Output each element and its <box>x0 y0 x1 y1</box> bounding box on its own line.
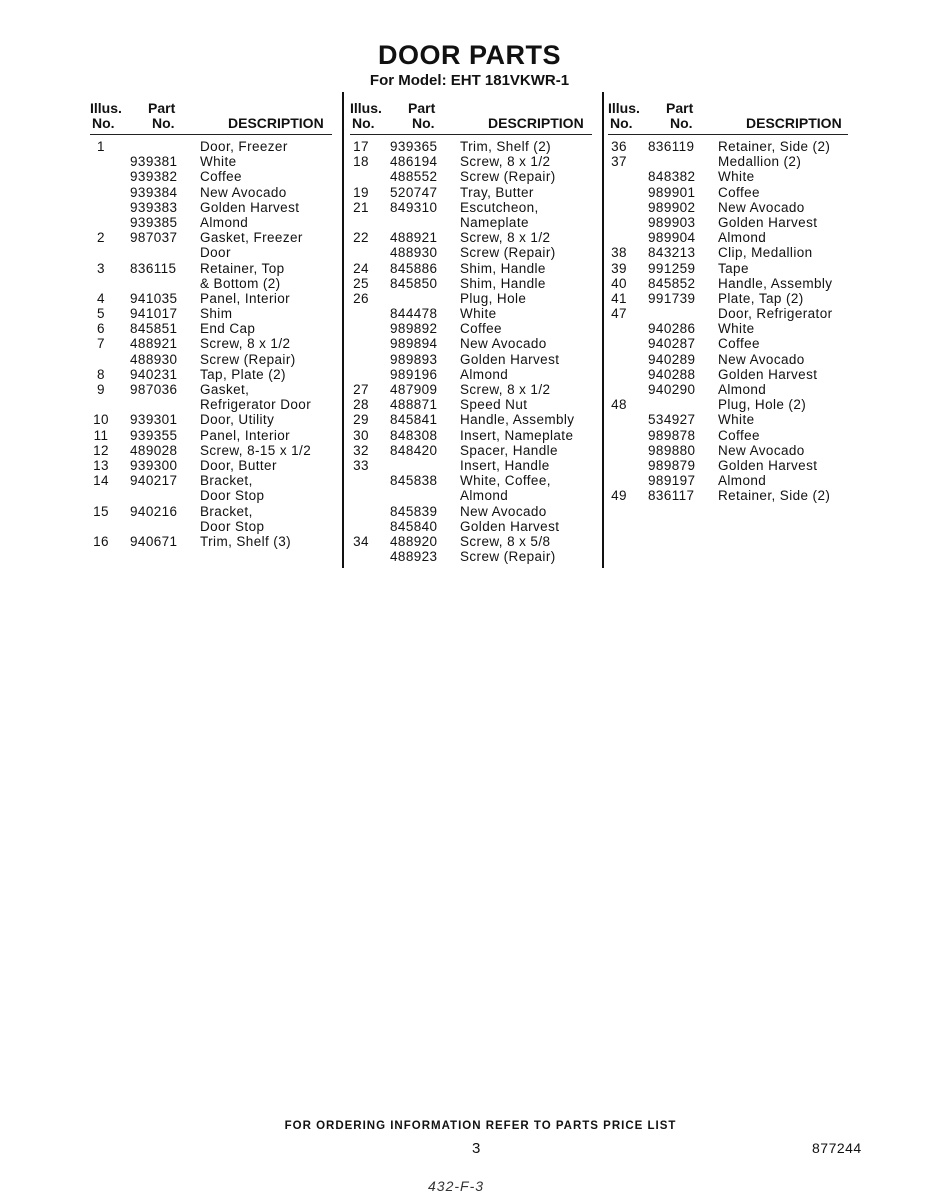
description: Panel, Interior <box>200 290 291 306</box>
description: Golden Harvest <box>718 366 818 382</box>
description: Coffee <box>200 169 242 185</box>
table-row <box>350 367 592 382</box>
header-part-no: No. <box>152 115 175 131</box>
description: Gasket, Freezer <box>200 230 303 246</box>
ordering-footer: FOR ORDERING INFORMATION REFER TO PARTS PRICE LIST <box>284 1120 677 1132</box>
description: Coffee <box>718 336 760 352</box>
description: Trim, Shelf (3) <box>200 533 292 549</box>
description: Screw, 8 x 1/2 <box>200 336 291 352</box>
description: Screw (Repair) <box>200 351 296 367</box>
description: Trim, Shelf (2) <box>460 139 552 154</box>
part-no: 488921 <box>390 230 438 246</box>
part-no: 836117 <box>648 488 695 504</box>
description: Escutcheon, <box>460 199 539 215</box>
table-row <box>350 215 592 230</box>
description: Golden Harvest <box>718 214 818 230</box>
illus-no: 49 <box>611 488 627 504</box>
part-no: 848382 <box>648 169 696 185</box>
table-row <box>608 139 848 154</box>
illus-no: 11 <box>93 427 109 443</box>
table-row <box>90 367 332 382</box>
description: Medallion (2) <box>718 154 802 170</box>
header-part: Part <box>408 100 436 116</box>
table-row <box>608 397 848 412</box>
header-illus-no: No. <box>92 115 115 131</box>
illus-no: 39 <box>611 260 627 276</box>
description: Refrigerator Door <box>200 397 312 413</box>
description: Golden Harvest <box>200 199 300 215</box>
illus-no: 12 <box>93 442 109 458</box>
description: Almond <box>718 230 767 246</box>
illus-no: 25 <box>353 275 369 291</box>
parts-column-2 <box>350 98 592 564</box>
part-no: 989893 <box>390 351 438 367</box>
part-no: 987037 <box>130 230 178 246</box>
part-no: 940288 <box>648 366 696 382</box>
part-no: 940216 <box>130 503 178 519</box>
table-row <box>350 276 592 291</box>
part-no: 989904 <box>648 230 696 246</box>
table-row <box>90 519 332 534</box>
header-description: DESCRIPTION <box>228 115 324 131</box>
part-no: 848420 <box>390 442 438 458</box>
part-no: 989879 <box>648 457 696 473</box>
table-row <box>90 443 332 458</box>
illus-no: 21 <box>353 199 369 215</box>
page-number: 3 <box>472 1140 481 1157</box>
description: Door, Freezer <box>200 139 288 154</box>
header-illus: Illus. <box>350 100 382 116</box>
description: Screw, 8 x 1/2 <box>460 154 551 170</box>
part-no: 844478 <box>390 306 438 322</box>
description: Screw, 8 x 1/2 <box>460 230 551 246</box>
part-no: 486194 <box>390 154 438 170</box>
description: Almond <box>718 382 767 397</box>
illus-no: 18 <box>353 154 369 170</box>
part-no: 940286 <box>648 321 696 337</box>
description: White, Coffee, <box>460 473 551 489</box>
illus-no: 9 <box>97 382 105 397</box>
table-row <box>350 154 592 169</box>
part-no: 488552 <box>390 169 438 185</box>
part-no: 845838 <box>390 473 438 489</box>
part-no: 939385 <box>130 214 178 230</box>
table-row <box>90 504 332 519</box>
illus-no: 48 <box>611 397 627 413</box>
description: Speed Nut <box>460 397 528 413</box>
table-row <box>608 306 848 321</box>
table-row <box>90 200 332 215</box>
description: Screw, 8 x 1/2 <box>460 382 551 397</box>
part-no: 940289 <box>648 351 696 367</box>
illus-no: 13 <box>93 457 109 473</box>
illus-no: 2 <box>97 230 105 246</box>
part-no: 488930 <box>390 245 438 261</box>
description: & Bottom (2) <box>200 275 281 291</box>
part-no: 845840 <box>390 518 438 534</box>
table-row <box>350 200 592 215</box>
part-no: 939382 <box>130 169 178 185</box>
part-no: 836119 <box>648 139 695 154</box>
illus-no: 14 <box>93 473 109 489</box>
table-row <box>90 473 332 488</box>
part-no: 836115 <box>130 260 177 276</box>
handwritten-note: 432-F-3 <box>428 1178 485 1194</box>
illus-no: 3 <box>97 260 105 276</box>
description: Bracket, <box>200 503 253 519</box>
table-row <box>350 382 592 397</box>
description: Retainer, Side (2) <box>718 488 831 504</box>
part-no: 989892 <box>390 321 438 337</box>
description: White <box>460 306 497 322</box>
illus-no: 37 <box>611 154 627 170</box>
table-row <box>608 276 848 291</box>
table-row <box>350 534 592 549</box>
description: White <box>718 412 755 428</box>
part-no: 939381 <box>130 154 178 170</box>
description: Almond <box>200 214 249 230</box>
description: Coffee <box>460 321 502 337</box>
description: Almond <box>460 488 509 504</box>
table-row <box>608 185 848 200</box>
table-row <box>608 443 848 458</box>
illus-no: 19 <box>353 184 369 200</box>
table-row <box>350 321 592 336</box>
part-no: 989196 <box>390 366 438 382</box>
description: Handle, Assembly <box>718 275 833 291</box>
table-row <box>90 306 332 321</box>
table-row <box>608 412 848 427</box>
header-part-no: No. <box>670 115 693 131</box>
description: Door Stop <box>200 518 265 534</box>
part-no: 989903 <box>648 214 696 230</box>
part-no: 488930 <box>130 351 178 367</box>
part-no: 939383 <box>130 199 178 215</box>
table-row <box>90 397 332 412</box>
description: Insert, Handle <box>460 457 550 473</box>
table-row <box>90 139 332 154</box>
column-header <box>608 98 848 135</box>
part-no: 989878 <box>648 427 696 443</box>
part-no: 488923 <box>390 549 438 565</box>
table-row <box>90 154 332 169</box>
table-row <box>350 549 592 564</box>
part-no: 848308 <box>390 427 438 443</box>
illus-no: 5 <box>97 306 105 322</box>
description: Screw, 8-15 x 1/2 <box>200 442 312 458</box>
table-row <box>90 458 332 473</box>
part-no: 520747 <box>390 184 438 200</box>
illus-no: 40 <box>611 275 627 291</box>
description: Screw (Repair) <box>460 549 556 565</box>
illus-no: 6 <box>97 321 105 337</box>
table-row <box>350 443 592 458</box>
part-no: 989197 <box>648 473 696 489</box>
description: Golden Harvest <box>460 518 560 534</box>
description: Plug, Hole (2) <box>718 397 807 413</box>
table-row <box>350 458 592 473</box>
header-illus-no: No. <box>610 115 633 131</box>
header-illus-no: No. <box>352 115 375 131</box>
table-row <box>608 154 848 169</box>
table-row <box>608 428 848 443</box>
description: Nameplate <box>460 214 529 230</box>
table-row <box>90 245 332 260</box>
document-number: 877244 <box>812 1140 862 1156</box>
illus-no: 15 <box>93 503 109 519</box>
description: Retainer, Side (2) <box>718 139 831 154</box>
table-row <box>608 261 848 276</box>
illus-no: 36 <box>611 139 627 154</box>
table-row <box>90 534 332 549</box>
part-no: 488920 <box>390 533 438 549</box>
description: Shim, Handle <box>460 260 546 276</box>
illus-no: 33 <box>353 457 369 473</box>
header-illus: Illus. <box>608 100 640 116</box>
description: New Avocado <box>200 184 287 200</box>
part-no: 487909 <box>390 382 438 397</box>
description: Spacer, Handle <box>460 442 558 458</box>
table-row <box>90 428 332 443</box>
illus-no: 24 <box>353 260 369 276</box>
part-no: 940231 <box>130 366 178 382</box>
description: Golden Harvest <box>718 457 818 473</box>
table-row <box>350 336 592 351</box>
part-no: 940290 <box>648 382 696 397</box>
illus-no: 29 <box>353 412 369 428</box>
part-no: 991739 <box>648 290 696 306</box>
column-divider <box>342 92 344 568</box>
model-subtitle: For Model: EHT 181VKWR-1 <box>369 72 570 89</box>
illus-no: 32 <box>353 442 369 458</box>
description: Tap, Plate (2) <box>200 366 286 382</box>
part-no: 845886 <box>390 260 438 276</box>
description: White <box>718 169 755 185</box>
description: Retainer, Top <box>200 260 285 276</box>
part-no: 488921 <box>130 336 178 352</box>
description: Door Stop <box>200 488 265 504</box>
table-row <box>90 276 332 291</box>
header-part-no: No. <box>412 115 435 131</box>
illus-no: 7 <box>97 336 105 352</box>
table-row <box>90 261 332 276</box>
illus-no: 26 <box>353 290 369 306</box>
table-row <box>90 215 332 230</box>
table-row <box>90 169 332 184</box>
table-row <box>608 215 848 230</box>
part-no: 489028 <box>130 442 178 458</box>
description: Coffee <box>718 184 760 200</box>
table-row <box>90 321 332 336</box>
description: Clip, Medallion <box>718 245 813 261</box>
illus-no: 17 <box>353 139 369 154</box>
description: Screw (Repair) <box>460 169 556 185</box>
table-row <box>608 169 848 184</box>
header-description: DESCRIPTION <box>488 115 584 131</box>
description: Door, Refrigerator <box>718 306 833 322</box>
description: Almond <box>460 366 509 382</box>
illus-no: 4 <box>97 290 105 306</box>
table-row <box>608 473 848 488</box>
part-no: 991259 <box>648 260 696 276</box>
table-row <box>608 245 848 260</box>
illus-no: 34 <box>353 533 369 549</box>
table-row <box>90 291 332 306</box>
table-row <box>90 185 332 200</box>
page-title: DOOR PARTS <box>377 40 561 70</box>
part-no: 941035 <box>130 290 178 306</box>
table-row <box>350 519 592 534</box>
part-no: 940217 <box>130 473 178 489</box>
description: Panel, Interior <box>200 427 291 443</box>
table-row <box>350 261 592 276</box>
description: Golden Harvest <box>460 351 560 367</box>
description: White <box>718 321 755 337</box>
table-row <box>608 200 848 215</box>
illus-no: 8 <box>97 366 105 382</box>
description: Shim <box>200 306 233 322</box>
part-no: 939301 <box>130 412 178 428</box>
description: New Avocado <box>718 442 805 458</box>
part-no: 845851 <box>130 321 178 337</box>
part-no: 488871 <box>390 397 438 413</box>
table-row <box>608 321 848 336</box>
illus-no: 28 <box>353 397 369 413</box>
part-no: 939384 <box>130 184 178 200</box>
illus-no: 41 <box>611 290 627 306</box>
column-header <box>350 98 592 135</box>
header-part: Part <box>666 100 694 116</box>
part-no: 849310 <box>390 199 438 215</box>
table-row <box>90 382 332 397</box>
table-row <box>350 169 592 184</box>
parts-column-1 <box>90 98 332 549</box>
description: Insert, Nameplate <box>460 427 574 443</box>
table-row <box>350 488 592 503</box>
part-no: 845841 <box>390 412 438 428</box>
table-row <box>350 473 592 488</box>
illus-no: 10 <box>93 412 109 428</box>
table-row <box>350 504 592 519</box>
description: New Avocado <box>718 351 805 367</box>
part-no: 987036 <box>130 382 178 397</box>
table-row <box>350 185 592 200</box>
table-row <box>350 139 592 154</box>
part-no: 534927 <box>648 412 696 428</box>
description: Door <box>200 245 231 261</box>
illus-no: 27 <box>353 382 369 397</box>
description: Bracket, <box>200 473 253 489</box>
part-no: 940287 <box>648 336 696 352</box>
illus-no: 30 <box>353 427 369 443</box>
column-divider <box>602 92 604 568</box>
table-row <box>90 230 332 245</box>
description: Door, Utility <box>200 412 275 428</box>
table-row <box>608 382 848 397</box>
part-no: 989880 <box>648 442 696 458</box>
header-illus: Illus. <box>90 100 122 116</box>
illus-no: 22 <box>353 230 369 246</box>
column-header <box>90 98 332 135</box>
illus-no: 16 <box>93 533 109 549</box>
part-no: 989902 <box>648 199 696 215</box>
table-row <box>350 352 592 367</box>
header-description: DESCRIPTION <box>746 115 842 131</box>
part-no: 940671 <box>130 533 178 549</box>
table-row <box>608 458 848 473</box>
description: New Avocado <box>460 503 547 519</box>
part-no: 845850 <box>390 275 438 291</box>
table-row <box>90 488 332 503</box>
table-row <box>608 352 848 367</box>
table-row <box>350 428 592 443</box>
table-row <box>350 306 592 321</box>
table-row <box>350 245 592 260</box>
illus-no: 1 <box>97 139 105 154</box>
table-row <box>90 412 332 427</box>
description: Coffee <box>718 427 760 443</box>
illus-no: 38 <box>611 245 627 261</box>
description: End Cap <box>200 321 256 337</box>
table-row <box>350 397 592 412</box>
header-part: Part <box>148 100 176 116</box>
part-no: 941017 <box>130 306 178 322</box>
table-row <box>608 230 848 245</box>
table-row <box>608 291 848 306</box>
description: Tape <box>718 260 749 276</box>
description: Almond <box>718 473 767 489</box>
part-no: 845852 <box>648 275 696 291</box>
table-row <box>90 352 332 367</box>
part-no: 989894 <box>390 336 438 352</box>
description: White <box>200 154 237 170</box>
description: Handle, Assembly <box>460 412 575 428</box>
description: Shim, Handle <box>460 275 546 291</box>
description: Plate, Tap (2) <box>718 290 804 306</box>
description: Plug, Hole <box>460 290 527 306</box>
table-row <box>350 291 592 306</box>
description: Tray, Butter <box>460 184 534 200</box>
part-no: 939355 <box>130 427 178 443</box>
description: New Avocado <box>460 336 547 352</box>
description: New Avocado <box>718 199 805 215</box>
table-row <box>90 336 332 351</box>
table-row <box>350 412 592 427</box>
description: Gasket, <box>200 382 250 397</box>
part-no: 939365 <box>390 139 438 154</box>
parts-column-3 <box>608 98 848 504</box>
description: Screw (Repair) <box>460 245 556 261</box>
description: Door, Butter <box>200 457 277 473</box>
illus-no: 47 <box>611 306 627 322</box>
table-row <box>608 367 848 382</box>
table-row <box>608 336 848 351</box>
table-row <box>608 488 848 503</box>
part-no: 989901 <box>648 184 696 200</box>
part-no: 939300 <box>130 457 178 473</box>
part-no: 845839 <box>390 503 438 519</box>
part-no: 843213 <box>648 245 696 261</box>
description: Screw, 8 x 5/8 <box>460 533 551 549</box>
table-row <box>350 230 592 245</box>
